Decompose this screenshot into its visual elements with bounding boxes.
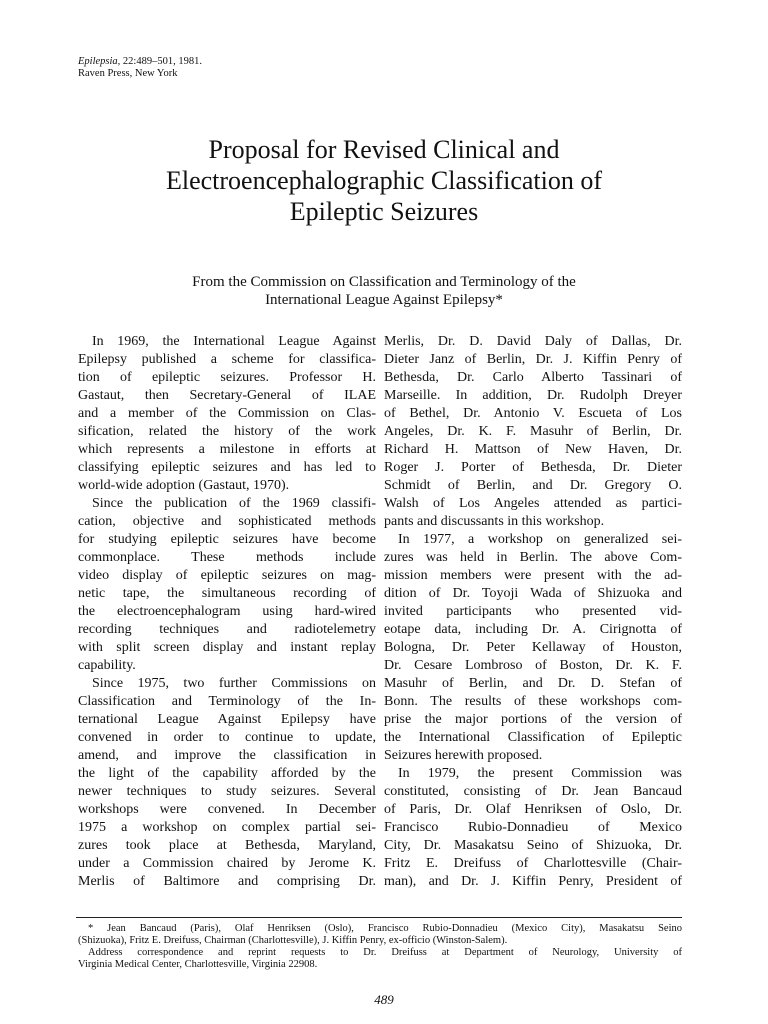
text-line: tion of epileptic seizures. Professor H. bbox=[78, 370, 376, 385]
text-line: Schmidt of Berlin, and Dr. Gregory O. bbox=[384, 478, 682, 493]
text-line: Seizures herewith proposed. bbox=[384, 748, 543, 763]
volume-pages-year: 22:489–501, 1981. bbox=[120, 56, 202, 67]
text-line: the light of the capability afforded by the bbox=[78, 766, 376, 781]
text-line: Bethesda, Dr. Carlo Alberto Tassinari of bbox=[384, 370, 682, 385]
footnote-line: Address correspondence and reprint requests to Dr. Dreifuss at Department of Neurology, University of bbox=[88, 947, 682, 958]
left-text-column bbox=[78, 333, 376, 891]
text-line: the International Classification of Epileptic bbox=[384, 730, 682, 745]
footnote-line: Virginia Medical Center, Charlottesville, Virginia 22908. bbox=[78, 959, 318, 970]
text-line: Merlis of Baltimore and comprising Dr. bbox=[78, 874, 376, 889]
title-line: Electroencephalographic Classification of bbox=[165, 166, 603, 195]
text-line: capability. bbox=[78, 658, 136, 673]
text-line: newer techniques to study seizures. Several bbox=[78, 784, 376, 799]
text-line: recording techniques and radiotelemetry bbox=[78, 622, 376, 637]
text-line: Marseille. In addition, Dr. Rudolph Dreyer bbox=[384, 388, 682, 403]
text-line: mission members were present with the ad- bbox=[384, 568, 682, 583]
text-line: ternational League Against Epilepsy have bbox=[78, 712, 376, 727]
page-number: 489 bbox=[374, 992, 394, 1007]
text-line: Masuhr of Berlin, and Dr. D. Stefan of bbox=[384, 676, 682, 691]
text-line: City, Dr. Masakatsu Seino of Shizuoka, Dr. bbox=[384, 838, 682, 853]
text-line: pants and discussants in this workshop. bbox=[384, 514, 605, 529]
text-line: for studying epileptic seizures have become bbox=[78, 532, 376, 547]
citation-line bbox=[78, 56, 202, 68]
text-line: Walsh of Los Angeles attended as partici- bbox=[384, 496, 682, 511]
text-line: dition of Dr. Toyoji Wada of Shizuoka and bbox=[384, 586, 682, 601]
text-line: and a member of the Commission on Clas- bbox=[78, 406, 376, 421]
text-line: Richard H. Mattson of New Haven, Dr. bbox=[384, 442, 682, 457]
text-line: Fritz E. Dreifuss of Charlottesville (Chair- bbox=[384, 856, 682, 871]
text-line: world-wide adoption (Gastaut, 1970). bbox=[78, 478, 290, 493]
text-line: Bonn. The results of these workshops com- bbox=[384, 694, 682, 709]
text-line: classifying epileptic seizures and has led to bbox=[78, 460, 376, 475]
text-line: man), and Dr. J. Kiffin Penry, President of bbox=[384, 874, 682, 889]
text-line: In 1969, the International League Against bbox=[92, 334, 376, 349]
publisher-line: Raven Press, New York bbox=[78, 68, 178, 79]
text-line: with split screen display and instant replay bbox=[78, 640, 376, 655]
subtitle-line: International League Against Epilepsy* bbox=[265, 292, 503, 308]
text-line: of Bethel, Dr. Antonio V. Escueta of Los bbox=[384, 406, 682, 421]
right-text-column bbox=[384, 333, 682, 891]
text-line: netic tape, the simultaneous recording of bbox=[78, 586, 376, 601]
text-line: Angeles, Dr. K. F. Masuhr of Berlin, Dr. bbox=[384, 424, 682, 439]
footnote-line: * Jean Bancaud (Paris), Olaf Henriksen (Oslo), Francisco Rubio-Donnadieu (Mexico City), Masakatsu Seino bbox=[88, 923, 682, 934]
text-line: Since the publication of the 1969 classifi- bbox=[92, 496, 376, 511]
text-line: Gastaut, then Secretary-General of ILAE bbox=[78, 388, 376, 403]
text-line: of Paris, Dr. Olaf Henriksen of Oslo, Dr. bbox=[384, 802, 682, 817]
article-title bbox=[60, 134, 708, 227]
text-line: Since 1975, two further Commissions on bbox=[92, 676, 376, 691]
title-line: Proposal for Revised Clinical and bbox=[208, 135, 560, 164]
subtitle-line: From the Commission on Classification and Terminology of the bbox=[192, 274, 576, 290]
footnote-divider bbox=[76, 917, 682, 918]
footnotes bbox=[78, 923, 682, 971]
journal-name: Epilepsia, bbox=[78, 56, 121, 67]
text-line: cation, objective and sophisticated methods bbox=[78, 514, 376, 529]
text-line: Bologna, Dr. Peter Kellaway of Houston, bbox=[384, 640, 682, 655]
text-line: sification, related the history of the work bbox=[78, 424, 376, 439]
text-line: zures took place at Bethesda, Maryland, bbox=[78, 838, 376, 853]
journal-header bbox=[78, 56, 202, 80]
text-line: eotape data, including Dr. A. Cirignotta of bbox=[384, 622, 682, 637]
text-line: video display of epileptic seizures on mag- bbox=[78, 568, 376, 583]
text-line: 1975 a workshop on complex partial sei- bbox=[78, 820, 376, 835]
text-line: Roger J. Porter of Bethesda, Dr. Dieter bbox=[384, 460, 682, 475]
text-line: workshops were convened. In December bbox=[78, 802, 376, 817]
title-line: Epileptic Seizures bbox=[289, 197, 479, 226]
text-line: In 1979, the present Commission was bbox=[398, 766, 682, 781]
text-line: zures was held in Berlin. The above Com- bbox=[384, 550, 682, 565]
text-line: under a Commission chaired by Jerome K. bbox=[78, 856, 376, 871]
text-line: prise the major portions of the version of bbox=[384, 712, 682, 727]
text-line: invited participants who presented vid- bbox=[384, 604, 682, 619]
text-line: Merlis, Dr. D. David Daly of Dallas, Dr. bbox=[384, 334, 682, 349]
text-line: Francisco Rubio-Donnadieu of Mexico bbox=[384, 820, 682, 835]
text-line: Dr. Cesare Lombroso of Boston, Dr. K. F. bbox=[384, 658, 682, 673]
text-line: which represents a milestone in efforts at bbox=[78, 442, 376, 457]
text-line: commonplace. These methods include bbox=[78, 550, 376, 565]
text-line: Classification and Terminology of the In- bbox=[78, 694, 376, 709]
footnote-line: (Shizuoka), Fritz E. Dreifuss, Chairman (Charlottesville), J. Kiffin Penry, ex-officio (Winston-Salem). bbox=[78, 935, 508, 946]
text-line: Dieter Janz of Berlin, Dr. J. Kiffin Penry of bbox=[384, 352, 682, 367]
text-line: Epilepsy published a scheme for classifica- bbox=[78, 352, 376, 367]
text-line: constituted, consisting of Dr. Jean Bancaud bbox=[384, 784, 682, 799]
text-line: the electroencephalogram using hard-wired bbox=[78, 604, 376, 619]
text-line: convened in order to continue to update, bbox=[78, 730, 376, 745]
text-line: amend, and improve the classification in bbox=[78, 748, 376, 763]
text-line: In 1977, a workshop on generalized sei- bbox=[398, 532, 682, 547]
article-authorship bbox=[80, 273, 688, 309]
